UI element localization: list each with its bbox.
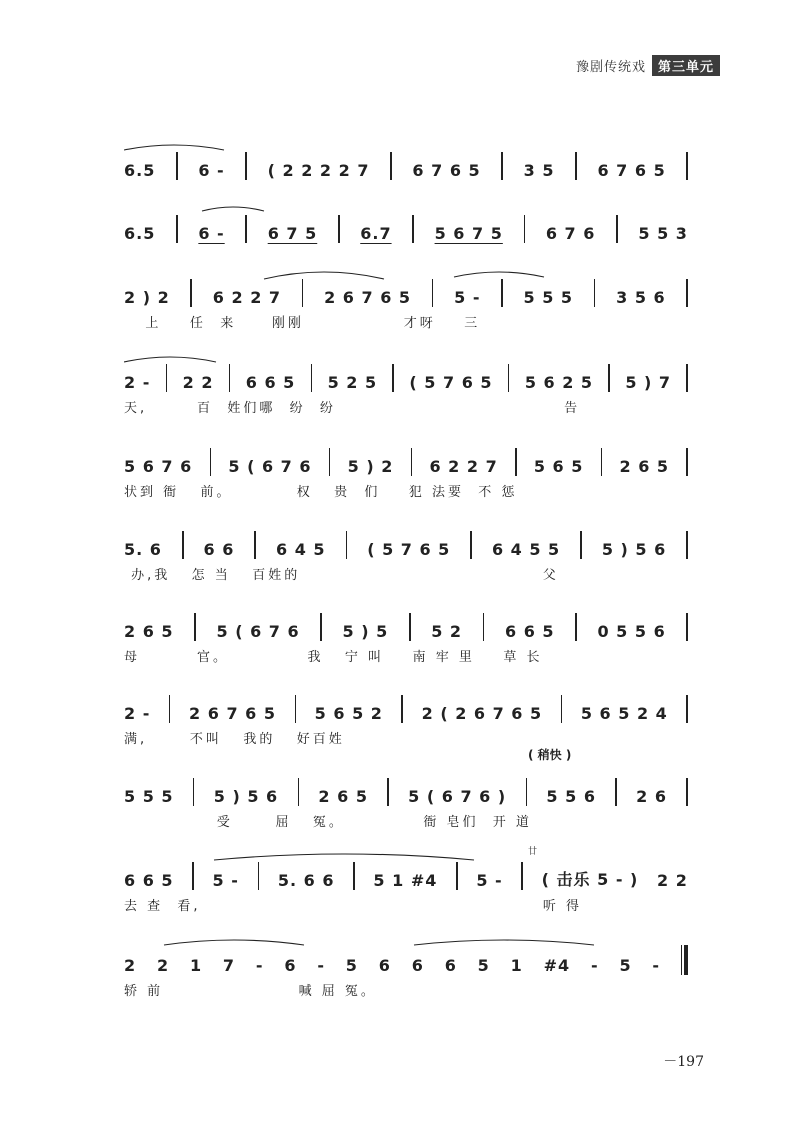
note-group: ( 5 7 6 5 <box>367 540 451 559</box>
slur-arc <box>124 357 216 362</box>
bar-line <box>521 862 523 890</box>
note-group: ( 击乐 5 - ) <box>541 870 639 889</box>
bar-line <box>616 215 618 243</box>
bar-line <box>176 215 178 243</box>
note-group: 6 6 5 <box>124 871 174 890</box>
score-row <box>124 205 688 265</box>
bar-line <box>411 448 413 476</box>
slur-arc <box>124 145 224 150</box>
note-group: 5. 6 6 <box>277 871 335 890</box>
bar-line <box>390 152 392 180</box>
book-title: 豫剧传统戏 <box>575 59 646 75</box>
bar-line <box>194 613 196 641</box>
note-group: 5 6 5 <box>533 457 584 476</box>
note-group: 6 6 5 <box>504 622 555 641</box>
bar-line <box>338 215 340 243</box>
note-line <box>124 613 688 641</box>
note-group: 6.7 <box>360 224 392 243</box>
note-line <box>124 778 688 806</box>
note-group: 5 1 #4 <box>373 871 438 890</box>
bar-line <box>501 152 503 180</box>
lyric-line: 上 任 来 刚刚 才呀 三 <box>124 316 481 331</box>
slur-arc <box>454 272 544 277</box>
note-group: 3 5 <box>523 161 555 180</box>
note-group: 1 <box>189 956 203 975</box>
note-line <box>124 279 688 307</box>
bar-line <box>192 862 194 890</box>
bar-line <box>575 152 577 180</box>
note-group: 6.5 <box>124 224 156 243</box>
free-meter-sign: 廿 <box>528 847 538 857</box>
note-group: ( 5 7 6 5 <box>409 373 493 392</box>
bar-line <box>229 364 231 392</box>
note-group: 2 - <box>124 373 151 392</box>
bar-line <box>193 778 195 806</box>
lyric-line: 办,我 怎 当 百姓的 父 <box>124 568 559 583</box>
note-group: 6 7 6 <box>545 224 596 243</box>
note-group: 2 6 5 <box>318 787 368 806</box>
note-group: 5 6 7 5 <box>434 224 503 243</box>
bar-line <box>508 364 510 392</box>
note-group: 5 ( 6 7 6 <box>216 622 300 641</box>
note-group: 5 6 5 2 4 <box>580 704 668 723</box>
note-group: 6 <box>411 956 424 975</box>
bar-line <box>686 279 688 307</box>
note-group: 2 ( 2 6 7 6 5 <box>421 704 543 723</box>
bar-line <box>412 215 414 243</box>
note-group: - <box>255 956 264 975</box>
bar-line <box>526 778 528 806</box>
note-line <box>124 947 688 975</box>
note-group: 2 6 <box>636 787 668 806</box>
note-group: 5 6 5 2 <box>314 704 383 723</box>
bar-line <box>298 778 300 806</box>
note-group: 6 2 2 7 <box>429 457 498 476</box>
bar-line <box>686 152 688 180</box>
note-group: 5 ) 5 6 <box>601 540 667 559</box>
bar-line <box>594 279 596 307</box>
note-group: 5 5 3 <box>638 224 688 243</box>
note-group: 6 7 6 5 <box>412 161 481 180</box>
note-group: 0 5 5 6 <box>597 622 666 641</box>
score-row <box>124 269 688 329</box>
score-row <box>124 748 688 830</box>
note-group: 5 2 5 <box>327 373 378 392</box>
slur-arc <box>202 207 264 211</box>
note-group: 6 <box>444 956 457 975</box>
note-group: 5 2 <box>431 622 463 641</box>
score-row <box>124 521 688 581</box>
note-line <box>124 531 688 559</box>
note-group: 2 6 5 <box>619 457 670 476</box>
note-group: 5 ) 5 <box>342 622 389 641</box>
page-number: －197 <box>663 1054 704 1070</box>
unit-badge: 第三单元 <box>652 55 720 76</box>
slur-arc <box>414 940 594 945</box>
bar-line <box>580 531 582 559</box>
bar-line <box>432 279 434 307</box>
score-row <box>124 847 688 914</box>
bar-line <box>686 531 688 559</box>
bar-line <box>387 778 389 806</box>
bar-line <box>295 695 297 723</box>
score-row <box>124 142 688 202</box>
bar-line <box>311 364 313 392</box>
lyric-line: 母 官。 我 宁 叫 南 牢 里 草 长 <box>124 650 543 665</box>
note-group: 6.5 <box>124 161 156 180</box>
lyric-line: 状到 衙 前。 权 贵 们 犯 法要 不 惩 <box>124 485 518 500</box>
note-group: 5 ( 6 7 6 ) <box>408 787 507 806</box>
note-line <box>124 152 688 180</box>
note-group: 5 ) 7 <box>625 373 672 392</box>
note-group: 2 2 <box>182 373 214 392</box>
note-group: 2 6 7 6 5 <box>324 288 412 307</box>
note-group: 2 <box>124 956 137 975</box>
note-group: #4 <box>543 956 571 975</box>
note-group: 5 ( 6 7 6 <box>228 457 312 476</box>
lyric-line: 天, 百 姓们哪 纷 纷 告 <box>124 401 581 416</box>
lyric-line: 轿 前 喊 屈 冤。 <box>124 984 377 999</box>
bar-line <box>575 613 577 641</box>
bar-line <box>258 862 260 890</box>
note-group: - <box>317 956 325 975</box>
note-group: 2 6 7 6 5 <box>189 704 276 723</box>
bar-line <box>182 531 184 559</box>
note-group: 1 <box>510 956 523 975</box>
note-group: 5. 6 <box>124 540 162 559</box>
note-group: 5 ) 2 <box>347 457 394 476</box>
note-group: 2 6 5 <box>124 622 174 641</box>
note-group: 5 5 6 <box>546 787 596 806</box>
slur-arc <box>164 940 304 945</box>
score-row <box>124 438 688 498</box>
bar-line <box>483 613 485 641</box>
note-group: 6 6 <box>203 540 235 559</box>
note-line <box>124 448 688 476</box>
score-row <box>124 937 688 997</box>
score-row <box>124 603 688 663</box>
note-group: - <box>652 956 661 975</box>
note-group: 2 - <box>124 704 151 723</box>
bar-line <box>615 778 617 806</box>
slur-arc <box>264 272 384 279</box>
bar-line <box>353 862 355 890</box>
bar-line <box>501 279 503 307</box>
note-group: 6 - <box>198 161 225 180</box>
bar-line <box>515 448 517 476</box>
bar-line <box>346 531 348 559</box>
final-bar-line <box>681 945 688 975</box>
note-group: 5 ) 5 6 <box>213 787 279 806</box>
bar-line <box>320 613 322 641</box>
note-group: 5 <box>345 956 358 975</box>
note-group: 2 <box>156 956 170 975</box>
score-row <box>124 685 688 745</box>
note-group: 2 2 <box>657 871 688 890</box>
note-group: 6 7 5 <box>267 224 318 243</box>
score-row <box>124 354 688 414</box>
note-group: 6 4 5 5 <box>491 540 561 559</box>
note-line <box>124 862 688 890</box>
bar-line <box>686 613 688 641</box>
bar-line <box>686 448 688 476</box>
bar-line <box>392 364 394 392</box>
note-group: 2 ) 2 <box>124 288 170 307</box>
note-group: 6 <box>378 956 391 975</box>
bar-line <box>686 778 688 806</box>
note-group: 5 6 7 6 <box>124 457 193 476</box>
slur-arc <box>214 854 474 860</box>
note-group: 5 <box>477 956 490 975</box>
bar-line <box>166 364 168 392</box>
tempo-marking: ( 稍快 ) <box>528 748 572 762</box>
bar-line <box>608 364 610 392</box>
lyric-line: 去 查 看, 听 得 <box>124 899 583 914</box>
bar-line <box>401 695 403 723</box>
note-group: 5 <box>619 956 632 975</box>
note-group: 5 - <box>212 871 239 890</box>
note-group: 6 <box>284 956 297 975</box>
bar-line <box>470 531 472 559</box>
note-group: 5 6 2 5 <box>524 373 594 392</box>
lyric-line: 受 屈 冤。 衙 皂们 开 道 <box>124 815 532 830</box>
note-group: 5 - <box>476 871 503 890</box>
note-group: - <box>590 956 599 975</box>
note-line <box>124 215 688 243</box>
bar-line <box>245 152 247 180</box>
note-line <box>124 364 688 392</box>
note-group: 5 5 5 <box>124 787 174 806</box>
note-group: ( 2 2 2 2 7 <box>267 161 370 180</box>
bar-line <box>210 448 212 476</box>
bar-line <box>686 695 688 723</box>
note-group: 3 5 6 <box>616 288 666 307</box>
bar-line <box>686 364 688 392</box>
bar-line <box>254 531 256 559</box>
bar-line <box>245 215 247 243</box>
note-group: 5 5 5 <box>523 288 574 307</box>
note-group: 6 7 6 5 <box>597 161 666 180</box>
note-group: 6 2 2 7 <box>212 288 282 307</box>
note-group: 6 6 5 <box>245 373 296 392</box>
note-line <box>124 695 688 723</box>
note-group: 5 - <box>454 288 481 307</box>
bar-line <box>302 279 304 307</box>
bar-line <box>176 152 178 180</box>
note-group: 6 4 5 <box>276 540 326 559</box>
bar-line <box>329 448 331 476</box>
bar-line <box>601 448 603 476</box>
bar-line <box>456 862 458 890</box>
bar-line <box>169 695 171 723</box>
lyric-line: 满, 不叫 我的 好百姓 <box>124 732 345 747</box>
note-group: 6 - <box>198 224 225 243</box>
bar-line <box>524 215 526 243</box>
running-header <box>576 54 720 76</box>
note-group: 7 <box>222 956 236 975</box>
bar-line <box>561 695 563 723</box>
bar-line <box>190 279 192 307</box>
bar-line <box>409 613 411 641</box>
